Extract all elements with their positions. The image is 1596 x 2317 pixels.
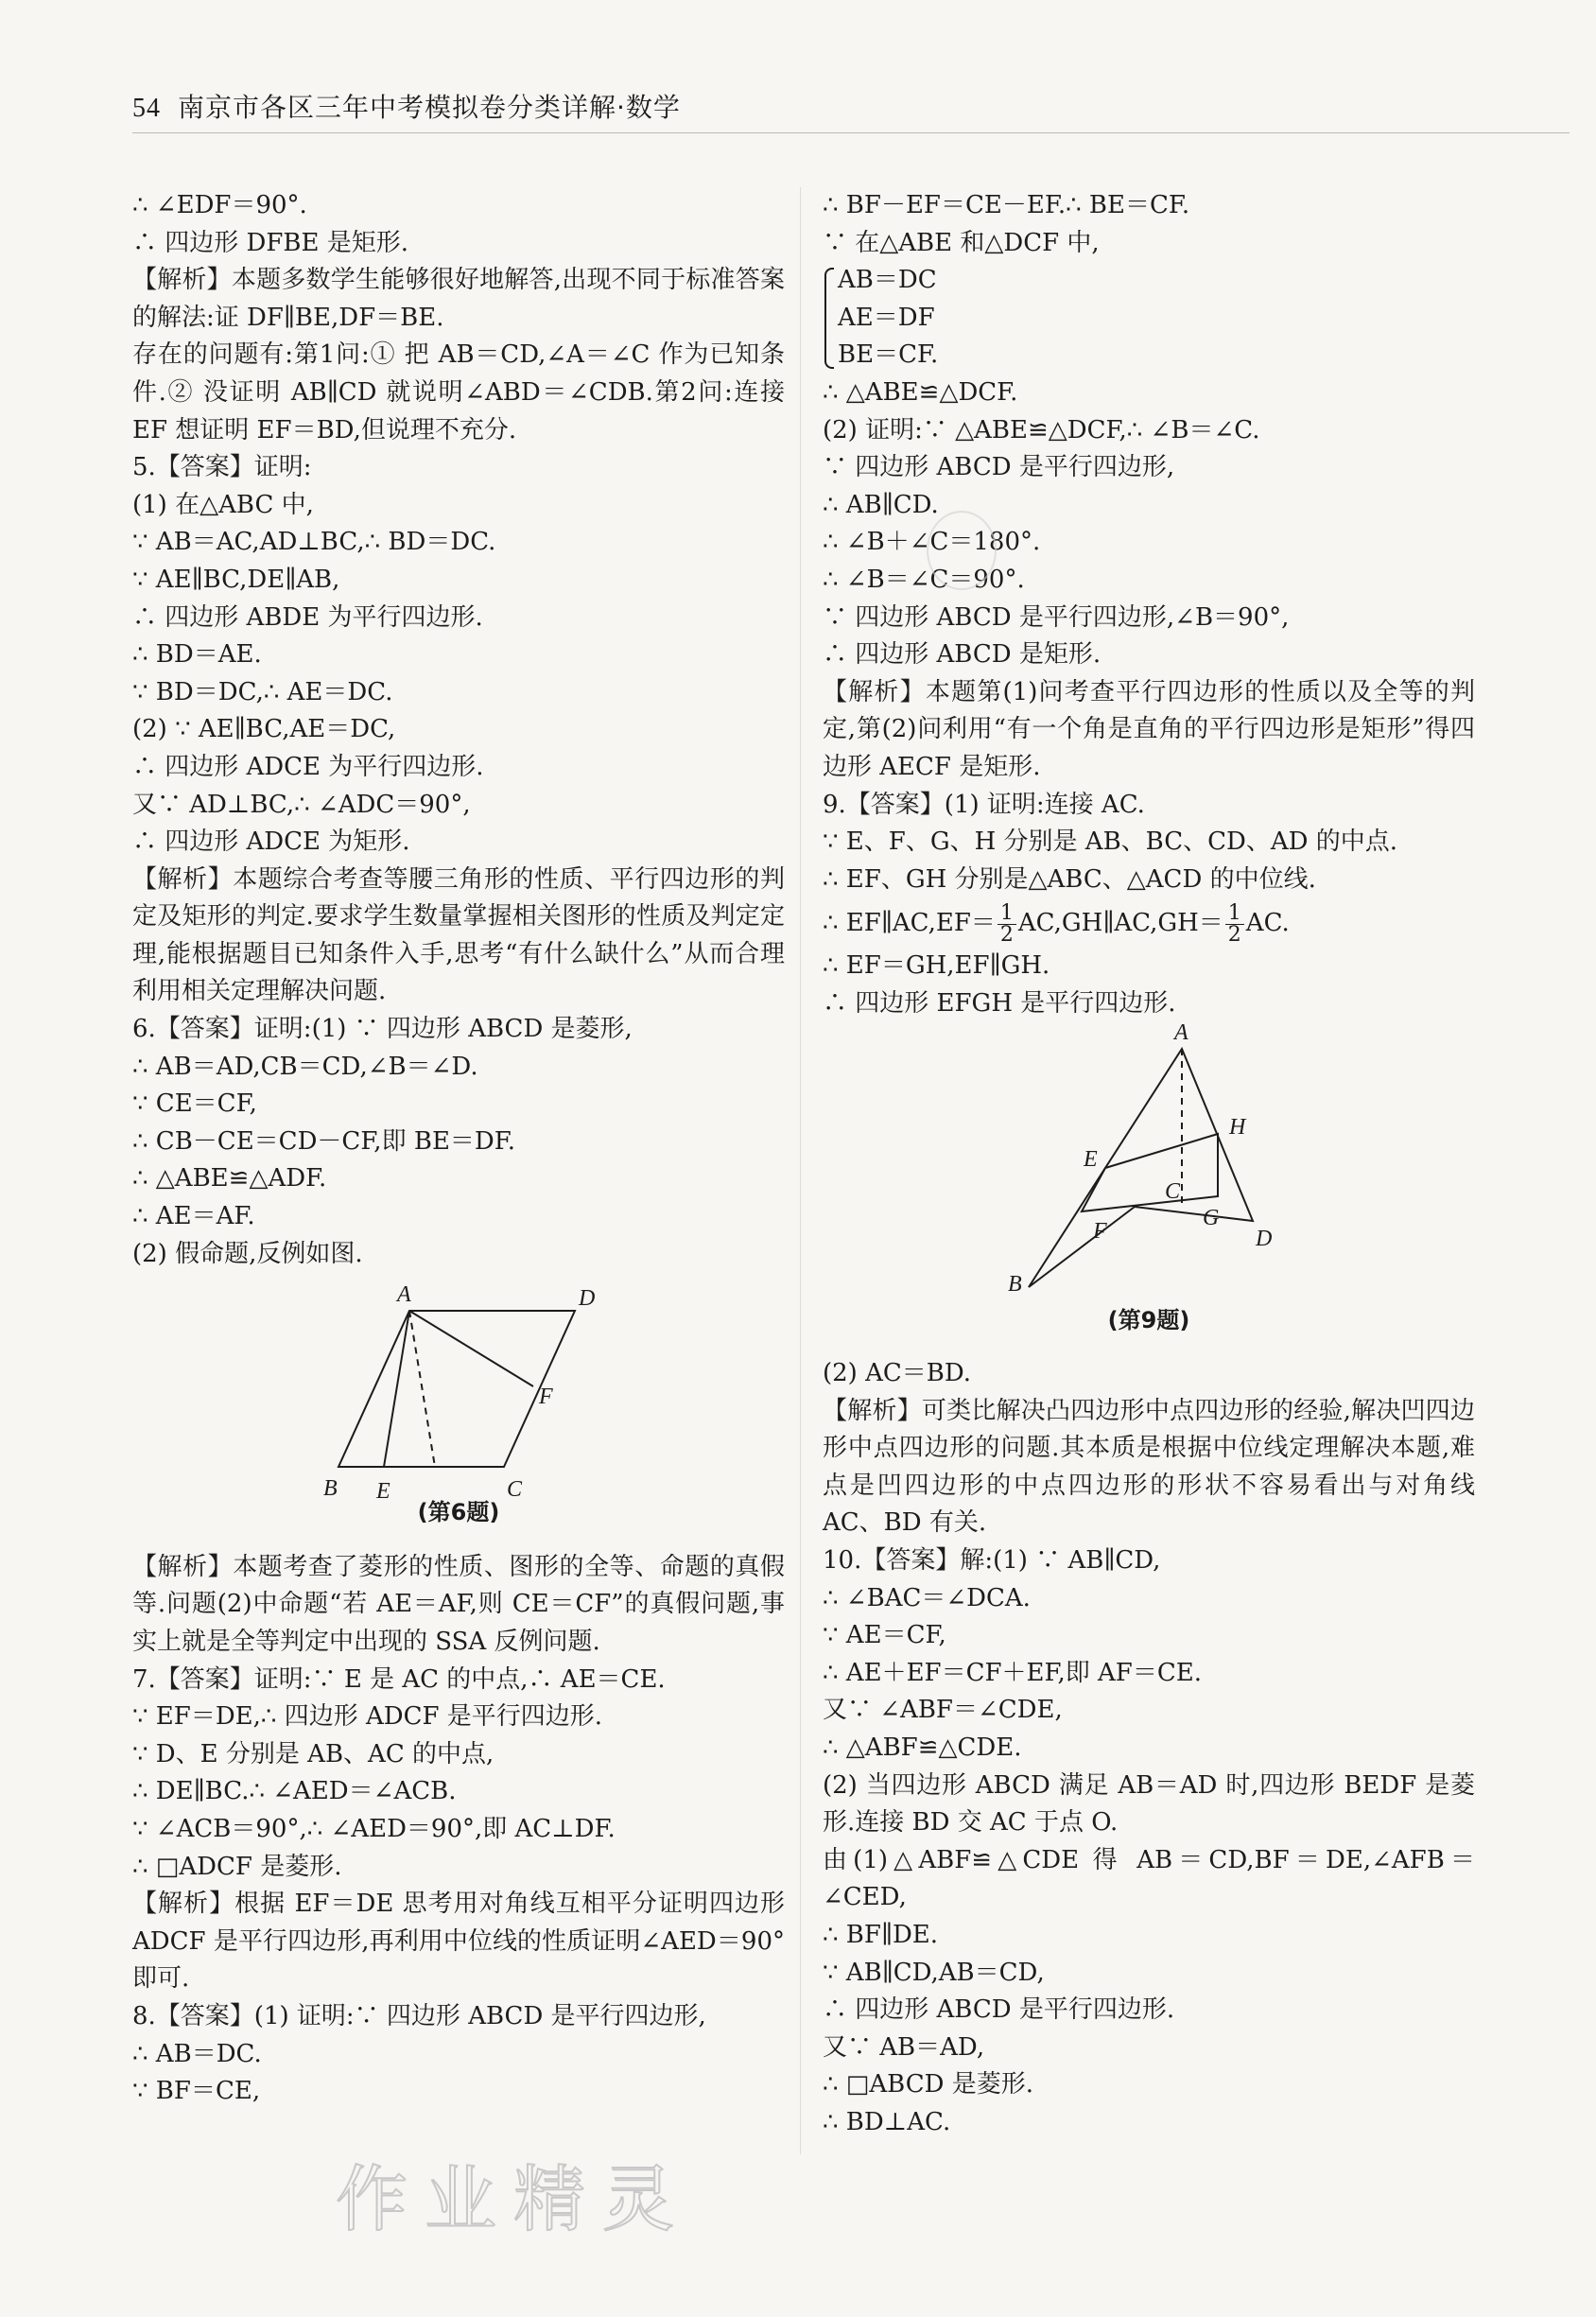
text-line: ∴ AB∥CD. [823, 490, 939, 519]
answer-heading-7: 7.【答案】证明:∵ E 是 AC 的中点,∴ AE＝CE. [132, 1664, 666, 1694]
header-divider [132, 132, 1570, 133]
text-line: 又∵ AB＝AD, [823, 2032, 985, 2062]
label-A: A [397, 1282, 411, 1308]
text-line: ∵ AB∥CD,AB＝CD, [823, 1958, 1045, 1987]
analysis-paragraph: 【解析】本题考查了菱形的性质、图形的全等、命题的真假等.问题(2)中命题“若 AE＝AF,则 CE＝CF”的真假问题,事实上就是全等判定中出现的 SSA 反例问题. [132, 1552, 785, 1656]
text-line: ∵ 四边形 ABCD 是平行四边形,∠B＝90°, [823, 602, 1290, 632]
label-F: F [539, 1385, 553, 1410]
text-line: ∴ BF∥DE. [823, 1920, 939, 1949]
text-line: ∴ △ABF≌△CDE. [823, 1733, 1022, 1762]
label-B: B [323, 1476, 338, 1502]
analysis-paragraph: 【解析】本题第(1)问考查平行四边形的性质以及全等的判定,第(2)问利用“有一个角是直角的平行四边形是矩形”得四边形 AECF 是矩形. [823, 677, 1475, 781]
text-line: ∴ EF、GH 分别是△ABC、△ACD 的中位线. [823, 864, 1316, 894]
right-column [823, 187, 1475, 2142]
text-line: (1) 在△ABC 中, [132, 490, 314, 519]
text-line: 又∵ AD⊥BC,∴ ∠ADC＝90°, [132, 790, 471, 819]
answer-heading-6: 6.【答案】证明:(1) ∵ 四边形 ABCD 是菱形, [132, 1015, 633, 1044]
answer-heading-5: 5.【答案】证明: [132, 453, 312, 482]
watermark: 作业精灵 [336, 2157, 691, 2241]
answer-heading-8: 8.【答案】(1) 证明:∵ 四边形 ABCD 是平行四边形, [132, 2001, 706, 2030]
numerator: 1 [1225, 903, 1244, 925]
faint-seal-stamp [927, 511, 997, 590]
text-line: ∵ 在△ABE 和△DCF 中, [823, 228, 1100, 257]
text-line: ∵ ∠ACB＝90°,∴ ∠AED＝90°,即 AC⊥DF. [132, 1814, 616, 1843]
text-line: ∵ AB＝AC,AD⊥BC,∴ BD＝DC. [132, 528, 496, 557]
text-line: ∴ △ABE≌△DCF. [823, 377, 1018, 407]
text-line: ∴ BF－EF＝CE－EF.∴ BE＝CF. [823, 191, 1190, 219]
text-line: ∴ AB＝DC. [132, 2039, 262, 2068]
text-fragment: AC. [1245, 909, 1290, 938]
text-line: ∴ BD＝AE. [132, 640, 262, 670]
text-line: (2) 假命题,反例如图. [132, 1239, 363, 1268]
text-paragraph: 由(1)△ABF≌△CDE 得 AB＝CD,BF＝DE,∠AFB＝∠CED, [823, 1845, 1475, 1912]
page-header [132, 87, 681, 125]
column-divider [800, 187, 801, 2154]
answer-heading-10: 10.【答案】解:(1) ∵ AB∥CD, [823, 1546, 1161, 1576]
text-line: ∴ BD⊥AC. [823, 2107, 951, 2136]
label-E: E [376, 1479, 390, 1505]
segment-AF [409, 1311, 533, 1386]
label-C: C [507, 1477, 523, 1503]
denominator: 2 [999, 922, 1014, 947]
label-C: C [1165, 1179, 1181, 1205]
text-line: ∴ 四边形 ABCD 是矩形. [823, 640, 1102, 670]
label-D: D [579, 1286, 596, 1312]
text-line: ∴ □ADCF 是菱形. [132, 1852, 342, 1881]
text-line: ∴ DE∥BC.∴ ∠AED＝∠ACB. [132, 1777, 457, 1806]
text-fragment: AC,GH∥AC,GH＝ [1017, 909, 1223, 938]
brace-line: AB＝DC [838, 266, 937, 295]
text-line: ∴ CB－CE＝CD－CF,即 BE＝DF. [132, 1126, 516, 1156]
quadrilateral-ABCD [1029, 1049, 1253, 1287]
brace-line: BE＝CF. [838, 340, 939, 370]
text-line: ∵ E、F、G、H 分别是 AB、BC、CD、AD 的中点. [823, 828, 1398, 857]
text-line: ∴ ∠EDF＝90°. [132, 191, 307, 219]
text-line: ∵ BF＝CE, [132, 2077, 261, 2106]
label-B: B [1008, 1272, 1022, 1298]
label-F: F [1093, 1219, 1107, 1245]
text-line: ∴ ∠B＝∠C＝90°. [823, 565, 1025, 594]
text-line: ∴ ∠B＋∠C＝180°. [823, 528, 1041, 557]
text-line: ∴ □ABCD 是菱形. [823, 2070, 1034, 2099]
text-line: ∴ EF＝GH,EF∥GH. [823, 951, 1050, 981]
fraction-line [823, 898, 1475, 948]
text-line: (2) ∵ AE∥BC,AE＝DC, [132, 715, 396, 744]
text-line: (2) AC＝BD. [823, 1359, 972, 1388]
text-line: ∴ 四边形 DFBE 是矩形. [132, 228, 409, 257]
denominator: 2 [1227, 922, 1241, 947]
answer-heading-9: 9.【答案】(1) 证明:连接 AC. [823, 790, 1145, 819]
text-line: ∴ 四边形 ABCD 是平行四边形. [823, 1995, 1175, 2025]
brace-line: AE＝DF [838, 303, 935, 332]
text-line: ∴ 四边形 ADCE 为平行四边形. [132, 752, 484, 781]
label-G: G [1203, 1206, 1220, 1231]
label-A: A [1174, 1022, 1188, 1046]
text-line: ∵ AE∥BC,DE∥AB, [132, 565, 340, 594]
equation-system [823, 262, 1475, 375]
text-line: ∴ AB＝AD,CB＝CD,∠B＝∠D. [132, 1052, 478, 1081]
label-D: D [1256, 1227, 1273, 1252]
text-line: ∴ 四边形 EFGH 是平行四边形. [823, 988, 1176, 1018]
analysis-paragraph: 存在的问题有:第1问:① 把 AB＝CD,∠A＝∠C 作为已知条件.② 没证明 AB∥CD 就说明∠ABD＝∠CDB.第2问:连接 EF 想证明 EF＝BD,但说理不充分. [132, 340, 785, 444]
analysis-paragraph: 【解析】根据 EF＝DE 思考用对角线互相平分证明四边形 ADCF 是平行四边形,再利用中位线的性质证明∠AED＝90°即可. [132, 1890, 785, 1994]
figure-6-caption: (第6题) [417, 1499, 500, 1526]
label-H: H [1229, 1115, 1246, 1141]
text-line: ∴ 四边形 ABDE 为平行四边形. [132, 602, 483, 632]
text-paragraph: (2) 当四边形 ABCD 满足 AB＝AD 时,四边形 BEDF 是菱形.连接 BD 交 AC 于点 O. [823, 1770, 1475, 1838]
text-line: ∵ AE＝CF, [823, 1621, 946, 1650]
label-E: E [1084, 1147, 1098, 1173]
numerator: 1 [998, 903, 1016, 925]
concave-quadrilateral-diagram [823, 1022, 1475, 1297]
fraction-half [998, 900, 1016, 947]
text-line: ∵ EF＝DE,∴ 四边形 ADCF 是平行四边形. [132, 1702, 603, 1732]
figure-9-caption: (第9题) [1107, 1307, 1190, 1334]
text-line: ∴ AE＋EF＝CF＋EF,即 AF＝CE. [823, 1658, 1202, 1687]
figure-9 [823, 1022, 1475, 1297]
text-fragment: ∴ EF∥AC,EF＝ [823, 909, 996, 938]
rhombus-diagram [132, 1273, 785, 1509]
text-line: ∴ ∠BAC＝∠DCA. [823, 1583, 1031, 1612]
text-line: ∵ D、E 分别是 AB、AC 的中点, [132, 1739, 494, 1768]
segment-AE [384, 1311, 409, 1467]
analysis-paragraph: 【解析】可类比解决凸四边形中点四边形的经验,解决凹四边形中点四边形的问题.其本质是根据中位线定理解决本题,难点是凹四边形的中点四边形的形状不容易看出与对角线 AC、BD 有关. [823, 1396, 1475, 1538]
left-column [132, 187, 785, 2111]
text-line: ∵ CE＝CF, [132, 1089, 257, 1119]
book-title: 南京市各区三年中考模拟卷分类详解·数学 [178, 92, 681, 123]
text-line: (2) 证明:∵ △ABE≌△DCF,∴ ∠B＝∠C. [823, 415, 1260, 444]
text-line: 又∵ ∠ABF＝∠CDE, [823, 1696, 1063, 1725]
text-line: ∵ BD＝DC,∴ AE＝DC. [132, 677, 393, 706]
midpoint-quad-EFGH [1082, 1134, 1218, 1211]
text-line: ∴ △ABE≌△ADF. [132, 1164, 327, 1193]
text-line: ∴ AE＝AF. [132, 1202, 255, 1231]
figure-6 [132, 1273, 785, 1509]
analysis-paragraph: 【解析】本题综合考查等腰三角形的性质、平行四边形的判定及矩形的判定.要求学生数量掌握相关图形的性质及判定定理,能根据题目已知条件入手,思考“有什么缺什么”从而合理利用相关定理解决问题. [132, 864, 785, 1006]
fraction-half [1225, 900, 1244, 947]
dashed-segment [409, 1311, 435, 1467]
page-number: 54 [132, 94, 161, 123]
analysis-paragraph: 【解析】本题多数学生能够很好地解答,出现不同于标准答案的解法:证 DF∥BE,DF＝BE. [132, 266, 785, 332]
text-line: ∵ 四边形 ABCD 是平行四边形, [823, 453, 1175, 482]
text-line: ∴ 四边形 ADCE 为矩形. [132, 828, 410, 857]
